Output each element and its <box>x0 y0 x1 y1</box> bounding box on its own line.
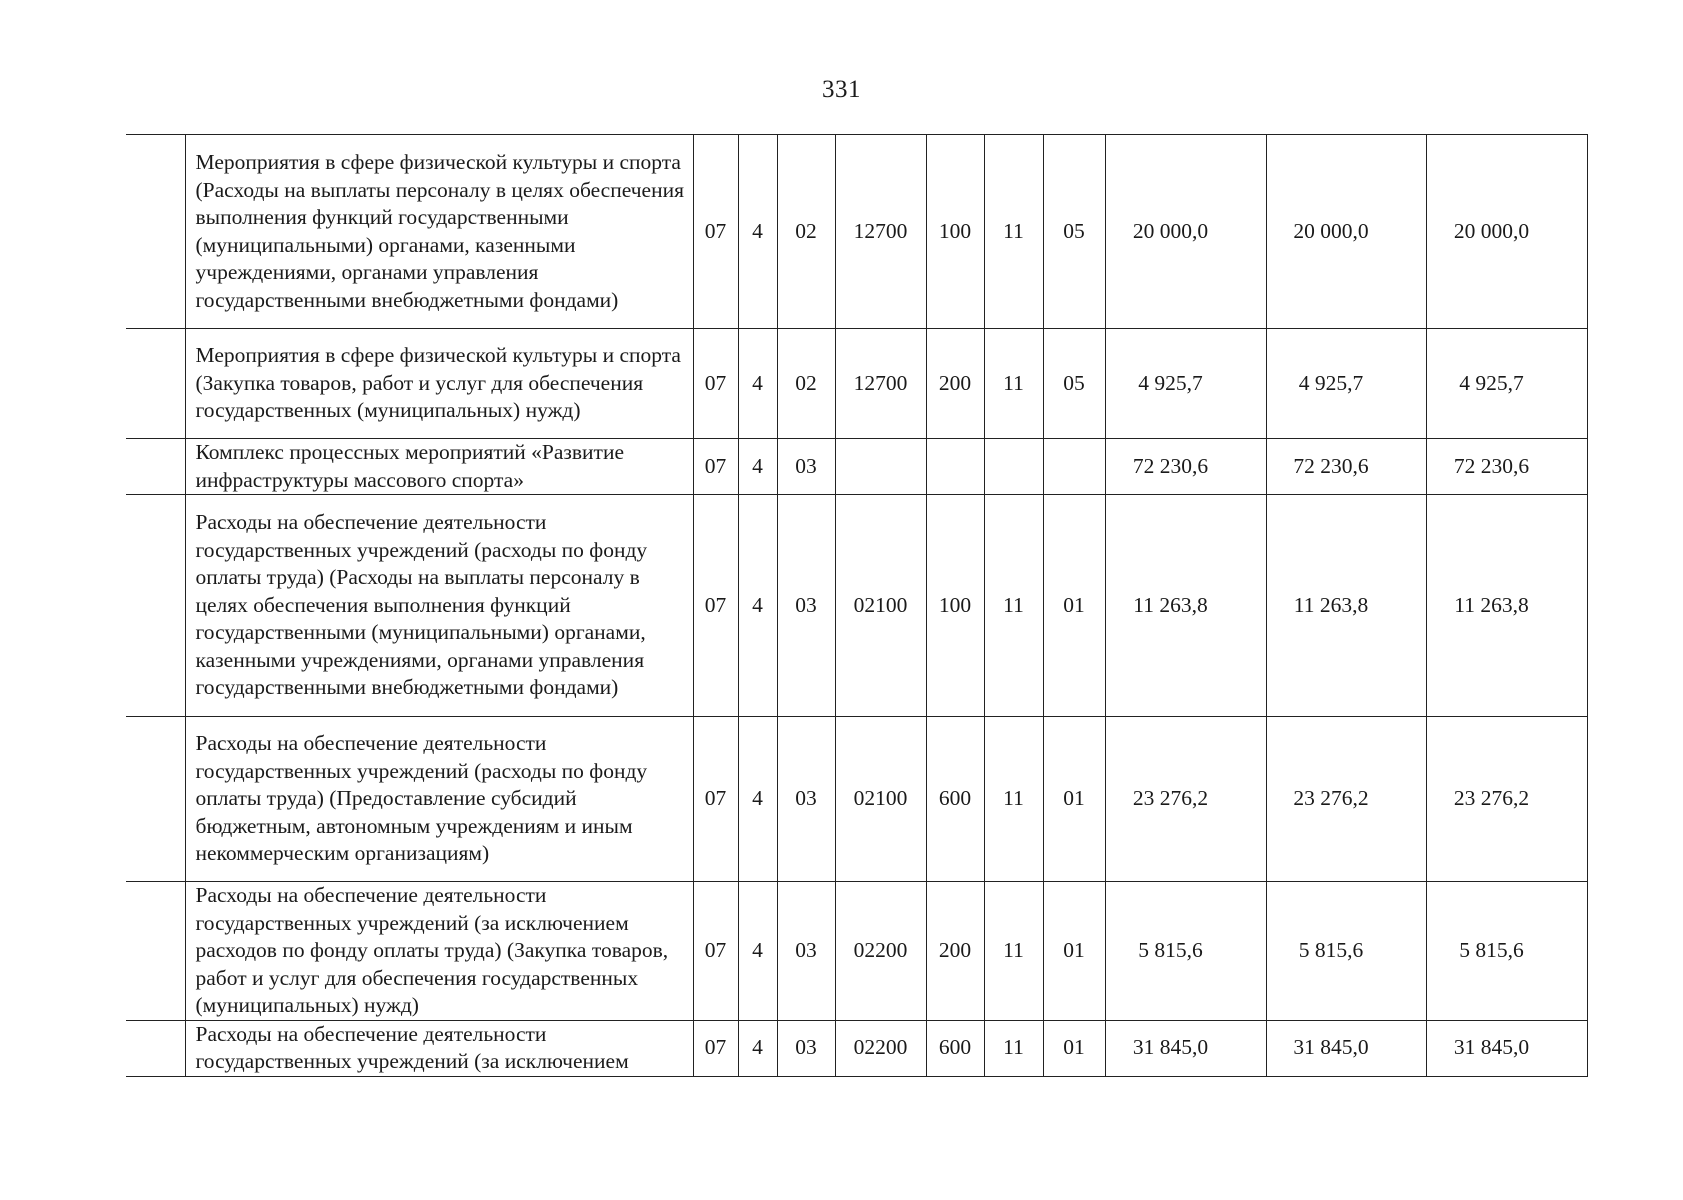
code-cell-5: 200 <box>926 882 984 1021</box>
code-cell-1: 07 <box>693 882 738 1021</box>
row-number-cell <box>126 1020 185 1076</box>
code-cell-2: 4 <box>738 882 777 1021</box>
code-cell-5: 100 <box>926 135 984 329</box>
description-cell: Комплекс процессных мероприятий «Развитие инфраструктуры массового спорта» <box>185 439 693 495</box>
code-cell-4: 02200 <box>835 882 926 1021</box>
code-cell-6: 11 <box>984 329 1043 439</box>
amount-cell-2: 23 276,2 <box>1266 717 1426 882</box>
table-row <box>126 439 1587 495</box>
amount-cell-2: 72 230,6 <box>1266 439 1426 495</box>
amount-cell-3: 31 845,0 <box>1426 1020 1587 1076</box>
code-cell-7: 01 <box>1043 1020 1105 1076</box>
amount-cell-1: 5 815,6 <box>1105 882 1266 1021</box>
description-cell: Мероприятия в сфере физической культуры и спорта (Закупка товаров, работ и услуг для обеспечения государственных (муниципальных) нужд) <box>185 329 693 439</box>
table-row <box>126 329 1587 439</box>
description-cell: Мероприятия в сфере физической культуры и спорта (Расходы на выплаты персоналу в целях обеспечения выполнения функций государственными (муниципальными) органами, казенными учреждениями, органами управления государственными внебюджетными фондами) <box>185 135 693 329</box>
amount-cell-2: 4 925,7 <box>1266 329 1426 439</box>
code-cell-1: 07 <box>693 1020 738 1076</box>
code-cell-4: 02100 <box>835 495 926 717</box>
code-cell-2: 4 <box>738 135 777 329</box>
code-cell-5: 600 <box>926 717 984 882</box>
table-row <box>126 135 1587 329</box>
page-number: 331 <box>822 76 861 103</box>
code-cell-2: 4 <box>738 495 777 717</box>
code-cell-4: 02200 <box>835 1020 926 1076</box>
description-cell: Расходы на обеспечение деятельности государственных учреждений (расходы по фонду оплаты труда) (Расходы на выплаты персоналу в целях обеспечения выполнения функций государственными (муниципальными) органами, казенными учреждениями, органами управления государственными внебюджетными фондами) <box>185 495 693 717</box>
row-number-cell <box>126 135 185 329</box>
amount-cell-3: 5 815,6 <box>1426 882 1587 1021</box>
code-cell-7: 05 <box>1043 135 1105 329</box>
table-row <box>126 882 1587 1021</box>
amount-cell-3: 4 925,7 <box>1426 329 1587 439</box>
code-cell-7: 01 <box>1043 717 1105 882</box>
amount-cell-2: 31 845,0 <box>1266 1020 1426 1076</box>
code-cell-7: 01 <box>1043 882 1105 1021</box>
amount-cell-1: 72 230,6 <box>1105 439 1266 495</box>
code-cell-6 <box>984 439 1043 495</box>
code-cell-7: 05 <box>1043 329 1105 439</box>
amount-cell-1: 20 000,0 <box>1105 135 1266 329</box>
code-cell-7 <box>1043 439 1105 495</box>
code-cell-3: 02 <box>777 135 835 329</box>
code-cell-2: 4 <box>738 717 777 882</box>
amount-cell-1: 11 263,8 <box>1105 495 1266 717</box>
code-cell-3: 03 <box>777 439 835 495</box>
budget-table <box>126 134 1588 1077</box>
code-cell-3: 02 <box>777 329 835 439</box>
code-cell-4: 12700 <box>835 329 926 439</box>
code-cell-2: 4 <box>738 1020 777 1076</box>
code-cell-3: 03 <box>777 495 835 717</box>
amount-cell-1: 23 276,2 <box>1105 717 1266 882</box>
row-number-cell <box>126 717 185 882</box>
code-cell-6: 11 <box>984 1020 1043 1076</box>
row-number-cell <box>126 329 185 439</box>
code-cell-1: 07 <box>693 439 738 495</box>
code-cell-4: 12700 <box>835 135 926 329</box>
amount-cell-3: 72 230,6 <box>1426 439 1587 495</box>
amount-cell-2: 5 815,6 <box>1266 882 1426 1021</box>
code-cell-6: 11 <box>984 717 1043 882</box>
code-cell-6: 11 <box>984 882 1043 1021</box>
code-cell-1: 07 <box>693 495 738 717</box>
code-cell-3: 03 <box>777 882 835 1021</box>
amount-cell-1: 31 845,0 <box>1105 1020 1266 1076</box>
code-cell-1: 07 <box>693 135 738 329</box>
code-cell-1: 07 <box>693 329 738 439</box>
code-cell-2: 4 <box>738 329 777 439</box>
code-cell-2: 4 <box>738 439 777 495</box>
description-cell: Расходы на обеспечение деятельности государственных учреждений (расходы по фонду оплаты труда) (Предоставление субсидий бюджетным, автономным учреждениям и иным некоммерческим организациям) <box>185 717 693 882</box>
amount-cell-2: 20 000,0 <box>1266 135 1426 329</box>
code-cell-6: 11 <box>984 135 1043 329</box>
code-cell-6: 11 <box>984 495 1043 717</box>
code-cell-5 <box>926 439 984 495</box>
code-cell-5: 600 <box>926 1020 984 1076</box>
code-cell-4 <box>835 439 926 495</box>
amount-cell-3: 20 000,0 <box>1426 135 1587 329</box>
row-number-cell <box>126 882 185 1021</box>
table-row <box>126 495 1587 717</box>
row-number-cell <box>126 439 185 495</box>
amount-cell-1: 4 925,7 <box>1105 329 1266 439</box>
code-cell-7: 01 <box>1043 495 1105 717</box>
table-row <box>126 1020 1587 1076</box>
description-cell: Расходы на обеспечение деятельности государственных учреждений (за исключением расходов по фонду оплаты труда) (Закупка товаров, работ и услуг для обеспечения государственных (муниципальных) нужд) <box>185 882 693 1021</box>
description-cell: Расходы на обеспечение деятельности государственных учреждений (за исключением <box>185 1020 693 1076</box>
code-cell-1: 07 <box>693 717 738 882</box>
code-cell-5: 200 <box>926 329 984 439</box>
code-cell-4: 02100 <box>835 717 926 882</box>
code-cell-3: 03 <box>777 717 835 882</box>
code-cell-3: 03 <box>777 1020 835 1076</box>
row-number-cell <box>126 495 185 717</box>
amount-cell-3: 23 276,2 <box>1426 717 1587 882</box>
code-cell-5: 100 <box>926 495 984 717</box>
table-row <box>126 717 1587 882</box>
amount-cell-2: 11 263,8 <box>1266 495 1426 717</box>
amount-cell-3: 11 263,8 <box>1426 495 1587 717</box>
